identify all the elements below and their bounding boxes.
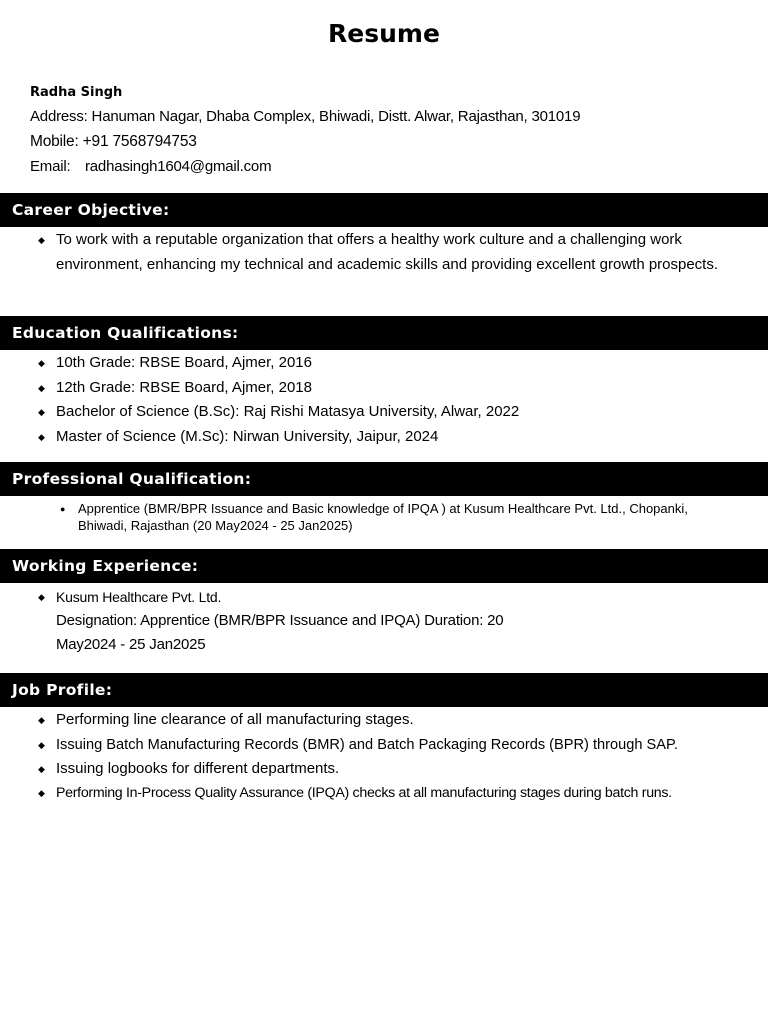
bullet-icon: ◆: [38, 764, 45, 775]
designation-text: Designation: Apprentice (BMR/BPR Issuance and IPQA) Duration: 20 May2024 - 25 Jan2025: [56, 612, 504, 653]
education-item-text: Bachelor of Science (B.Sc): Raj Rishi Matasya University, Alwar, 2022: [56, 403, 520, 421]
section-title: Professional Qualification:: [12, 470, 252, 488]
list-item: [0, 376, 768, 401]
list-item: [0, 782, 768, 804]
section-header-job-profile: [0, 673, 768, 707]
list-item: [0, 733, 768, 758]
job-profile-content: [0, 708, 768, 804]
bullet-icon: ◆: [38, 235, 45, 245]
list-item: [0, 425, 768, 450]
list-item: [0, 585, 768, 609]
list-item: [0, 351, 768, 376]
address-line: Address: Hanuman Nagar, Dhaba Complex, Bhiwadi, Distt. Alwar, Rajasthan, 301019: [30, 108, 581, 125]
professional-item-text: Apprentice (BMR/BPR Issuance and Basic knowledge of IPQA ) at Kusum Healthcare Pvt. Ltd., Chopanki, Bhiwadi, Rajasthan (20 May2024 - 25 Jan2025): [78, 501, 688, 533]
job-item-text: Issuing Batch Manufacturing Records (BMR) and Batch Packaging Records (BPR) through SAP.: [56, 736, 678, 753]
list-item: [0, 228, 768, 277]
job-item-text: Issuing logbooks for different departments.: [56, 760, 340, 778]
bullet-icon: ●: [60, 504, 66, 514]
company-name: Kusum Healthcare Pvt. Ltd.: [56, 589, 222, 605]
career-objective-content: [0, 228, 768, 277]
candidate-name: Radha Singh: [30, 85, 123, 100]
section-title: Education Qualifications:: [12, 324, 239, 342]
email-address: radhasingh1604@gmail.com: [85, 158, 272, 175]
education-item-text: 10th Grade: RBSE Board, Ajmer, 2016: [56, 354, 312, 371]
education-content: [0, 351, 768, 450]
list-item: [0, 757, 768, 782]
career-objective-text: To work with a reputable organization that offers a healthy work culture and a challenging work environment, enhancing my technical and academic skills and providing excellent growth prospects.: [56, 231, 719, 273]
bullet-icon: ◆: [38, 382, 45, 393]
section-header-professional-qualification: [0, 462, 768, 496]
list-item: [0, 708, 768, 733]
job-item-text: Performing line clearance of all manufacturing stages.: [56, 711, 414, 728]
list-item: [0, 400, 768, 425]
email-line: [30, 154, 760, 179]
section-title: Career Objective:: [12, 201, 170, 219]
education-item-text: 12th Grade: RBSE Board, Ajmer, 2018: [56, 378, 312, 396]
resume-title: Resume: [328, 19, 440, 48]
working-experience-content: [0, 585, 768, 656]
bullet-icon: ◆: [38, 358, 45, 368]
section-header-working-experience: [0, 549, 768, 583]
contact-info: [30, 82, 760, 179]
professional-qualification-content: [0, 501, 768, 534]
bullet-icon: ◆: [38, 739, 45, 750]
mobile-line: Mobile: +91 7568794753: [30, 133, 197, 150]
bullet-icon: ◆: [38, 788, 45, 799]
bullet-icon: ◆: [38, 432, 45, 443]
job-item-text: Performing In-Process Quality Assurance (IPQA) checks at all manufacturing stages during batch runs.: [56, 785, 672, 802]
email-label: Email:: [30, 158, 71, 175]
section-title: Working Experience:: [12, 557, 199, 575]
section-title: Job Profile:: [12, 681, 113, 699]
section-header-career-objective: [0, 193, 768, 227]
bullet-icon: ◆: [38, 407, 45, 418]
section-header-education: [0, 316, 768, 350]
bullet-icon: ◆: [38, 715, 45, 725]
list-item: [0, 501, 768, 534]
bullet-icon: ◆: [38, 592, 45, 602]
education-item-text: Master of Science (M.Sc): Nirwan University, Jaipur, 2024: [56, 428, 439, 446]
